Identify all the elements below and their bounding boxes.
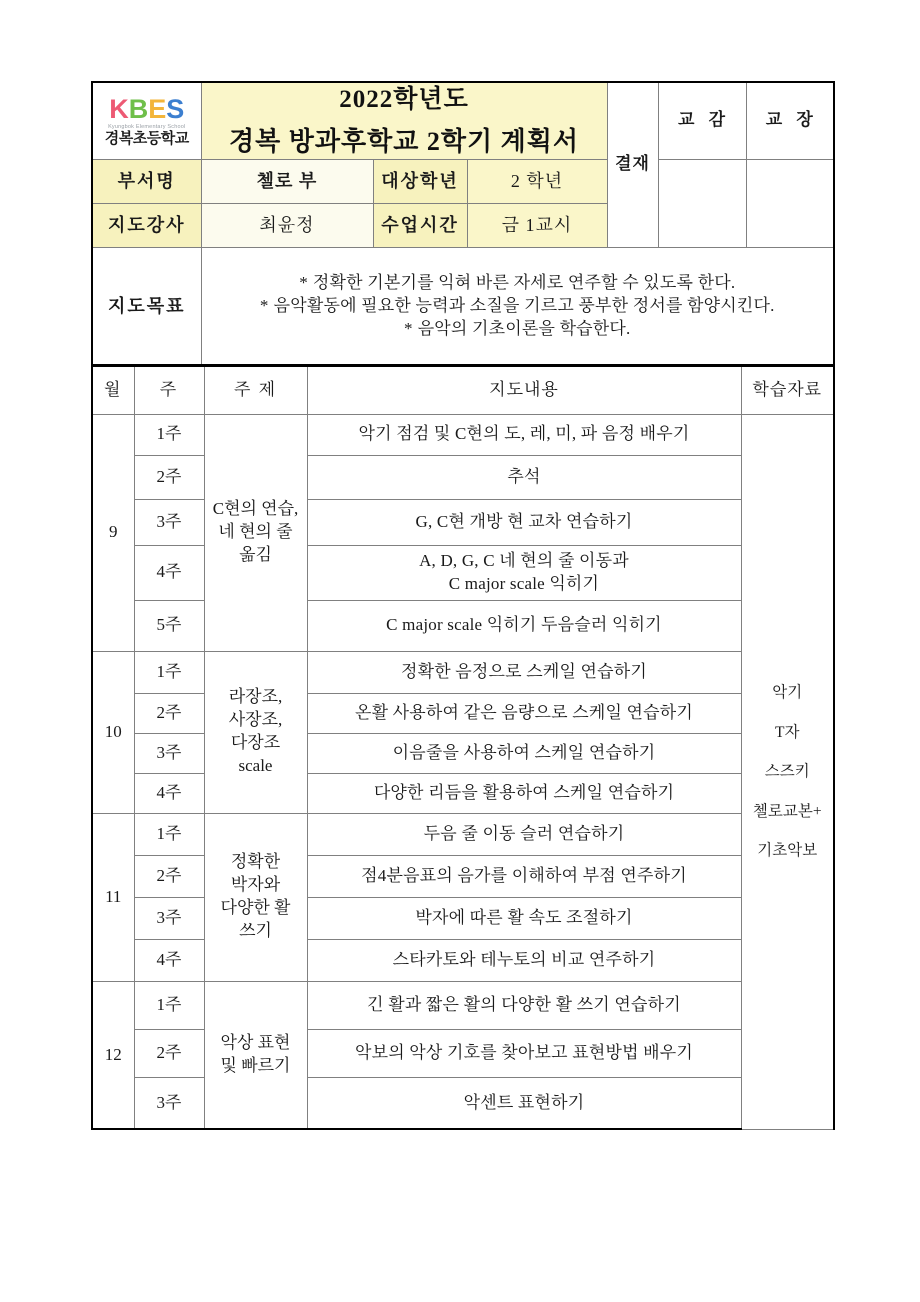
content-line: A, D, G, C 네 현의 줄 이동과	[419, 550, 629, 570]
logo-letter-s: S	[166, 93, 185, 124]
week-cell: 1주	[134, 414, 204, 455]
info-row-1	[92, 159, 834, 203]
col-header-month: 월	[92, 366, 134, 414]
title-main: 경복 방과후학교 2학기 계획서	[229, 126, 579, 156]
goal-item	[202, 272, 834, 295]
content-cell	[307, 939, 741, 981]
label-department: 부서명	[92, 159, 201, 203]
value-department: 첼로 부	[201, 159, 373, 203]
goals-row	[92, 247, 834, 365]
label-instructor: 지도강사	[92, 203, 201, 247]
week-cell: 4주	[134, 939, 204, 981]
content-cell	[307, 1077, 741, 1129]
table-row	[92, 545, 834, 600]
week-cell: 4주	[134, 545, 204, 600]
logo-english-name: Kyungbok Elementary School	[108, 123, 186, 130]
table-row	[92, 1077, 834, 1129]
label-goals: 지도목표	[92, 247, 201, 365]
value-target-grade: 2 학년	[467, 159, 607, 203]
content-line: 악보의 악상 기호를 찾아보고 표현방법 배우기	[354, 1042, 694, 1062]
content-line: 온활 사용하여 같은 음량으로 스케일 연습하기	[354, 702, 694, 722]
theme-line: scale	[238, 756, 273, 776]
theme-cell-10	[204, 651, 307, 813]
col-header-content: 지도내용	[307, 366, 741, 414]
week-cell: 2주	[134, 455, 204, 499]
table-row	[92, 693, 834, 733]
logo-letter-k: K	[109, 93, 129, 124]
theme-line: 네 현의 줄	[218, 522, 293, 542]
value-class-time: 금 1교시	[467, 203, 607, 247]
table-row	[92, 414, 834, 455]
theme-cell-9	[204, 414, 307, 651]
goal-text: 음악활동에 필요한 능력과 소질을 기르고 풍부한 정서를 함양시킨다.	[273, 295, 775, 315]
theme-line: 정확한	[230, 852, 281, 872]
content-line: C major scale 익히기 두음슬러 익히기	[386, 615, 662, 635]
table-row	[92, 773, 834, 813]
table-row	[92, 897, 834, 939]
material-line: 첼로교본+	[752, 802, 822, 820]
theme-cell-11	[204, 813, 307, 981]
material-line: 악기	[772, 684, 803, 702]
goal-item	[202, 318, 834, 341]
month-cell-11: 11	[92, 813, 134, 981]
plan-header-row	[92, 366, 834, 414]
material-line: 기초악보	[757, 842, 818, 860]
table-row	[92, 600, 834, 651]
content-cell	[307, 897, 741, 939]
content-line: 두음 줄 이동 슬러 연습하기	[423, 823, 625, 843]
month-cell-10: 10	[92, 651, 134, 813]
theme-line: 옮김	[239, 545, 272, 565]
week-cell: 3주	[134, 499, 204, 545]
theme-line: C현의 연습,	[212, 499, 299, 519]
kbes-logo-icon	[109, 93, 185, 124]
col-header-theme: 주 제	[204, 366, 307, 414]
title-year: 2022학년도	[339, 86, 469, 113]
content-cell	[307, 855, 741, 897]
content-cell	[307, 773, 741, 813]
content-line: 이음줄을 사용하여 스케일 연습하기	[392, 742, 656, 762]
approval-sign-vice-principal[interactable]	[658, 159, 746, 247]
table-row	[92, 813, 834, 855]
header-table	[91, 81, 835, 366]
theme-line: 사장조,	[228, 710, 283, 730]
material-line: T자	[775, 723, 800, 741]
plan-document	[91, 81, 833, 1130]
theme-line: 악상 표현	[220, 1033, 291, 1053]
content-line: 정확한 음정으로 스케일 연습하기	[400, 661, 648, 681]
content-cell	[307, 651, 741, 693]
content-cell	[307, 981, 741, 1029]
goals-content	[201, 247, 834, 365]
content-line: 악센트 표현하기	[463, 1092, 585, 1112]
label-class-time: 수업시간	[373, 203, 467, 247]
week-cell: 4주	[134, 773, 204, 813]
content-cell	[307, 733, 741, 773]
value-instructor: 최윤정	[201, 203, 373, 247]
content-cell	[307, 414, 741, 455]
plan-table	[91, 365, 835, 1130]
content-line: 점4분음표의 음가를 이해하여 부점 연주하기	[361, 865, 687, 885]
content-cell	[307, 455, 741, 499]
material-cell	[741, 414, 834, 1129]
col-header-material: 학습자료	[741, 366, 834, 414]
week-cell: 2주	[134, 693, 204, 733]
table-row	[92, 981, 834, 1029]
table-row	[92, 733, 834, 773]
week-cell: 2주	[134, 1029, 204, 1077]
month-cell-12: 12	[92, 981, 134, 1129]
content-cell	[307, 545, 741, 600]
content-line: 스타카토와 테누토의 비교 연주하기	[392, 949, 656, 969]
approval-head-vice-principal: 교 감	[658, 82, 746, 159]
content-line: 추석	[507, 466, 541, 486]
table-row	[92, 499, 834, 545]
logo-letter-e: E	[148, 93, 167, 124]
content-line: 박자에 따른 활 속도 조절하기	[415, 907, 633, 927]
table-row	[92, 455, 834, 499]
goal-text: 정확한 기본기를 익혀 바른 자세로 연주할 수 있도록 한다.	[312, 272, 736, 292]
week-cell: 2주	[134, 855, 204, 897]
logo-letter-b: B	[128, 93, 149, 124]
theme-line: 쓰기	[239, 921, 272, 941]
table-row	[92, 1029, 834, 1077]
week-cell: 1주	[134, 651, 204, 693]
week-cell: 3주	[134, 897, 204, 939]
logo-korean-name: 경복초등학교	[104, 130, 189, 148]
table-row	[92, 651, 834, 693]
approval-head-principal: 교 장	[746, 82, 834, 159]
theme-line: 다양한 활	[220, 898, 291, 918]
table-row	[92, 939, 834, 981]
content-line: G, C현 개방 현 교차 연습하기	[415, 511, 633, 531]
month-cell-9: 9	[92, 414, 134, 651]
goal-item	[202, 295, 834, 318]
theme-line: 및 빠르기	[220, 1056, 291, 1076]
goal-text: 음악의 기초이론을 학습한다.	[417, 318, 631, 338]
goal-bullet: *	[259, 295, 269, 315]
title-row	[92, 82, 834, 159]
content-cell	[307, 813, 741, 855]
theme-cell-12	[204, 981, 307, 1129]
goal-bullet: *	[403, 318, 413, 338]
material-line: 스즈키	[764, 763, 810, 781]
content-cell	[307, 693, 741, 733]
theme-line: 박자와	[230, 875, 281, 895]
week-cell: 1주	[134, 813, 204, 855]
content-cell	[307, 1029, 741, 1077]
content-line: 긴 활과 짧은 활의 다양한 활 쓰기 연습하기	[367, 994, 681, 1014]
week-cell: 1주	[134, 981, 204, 1029]
theme-line: 다장조	[230, 733, 281, 753]
content-line: 다양한 리듬을 활용하여 스케일 연습하기	[373, 782, 675, 802]
col-header-week: 주	[134, 366, 204, 414]
label-target-grade: 대상학년	[373, 159, 467, 203]
content-cell	[307, 600, 741, 651]
table-row	[92, 855, 834, 897]
week-cell: 3주	[134, 1077, 204, 1129]
week-cell: 5주	[134, 600, 204, 651]
school-logo-cell	[92, 82, 201, 159]
theme-line: 라장조,	[228, 687, 283, 707]
content-cell	[307, 499, 741, 545]
goal-bullet: *	[299, 272, 308, 292]
approval-label-cell: 결재	[607, 82, 658, 247]
approval-sign-principal[interactable]	[746, 159, 834, 247]
week-cell: 3주	[134, 733, 204, 773]
document-title-cell	[201, 82, 607, 159]
content-line: C major scale 익히기	[448, 573, 600, 593]
content-line: 악기 점검 및 C현의 도, 레, 미, 파 음정 배우기	[358, 424, 690, 444]
